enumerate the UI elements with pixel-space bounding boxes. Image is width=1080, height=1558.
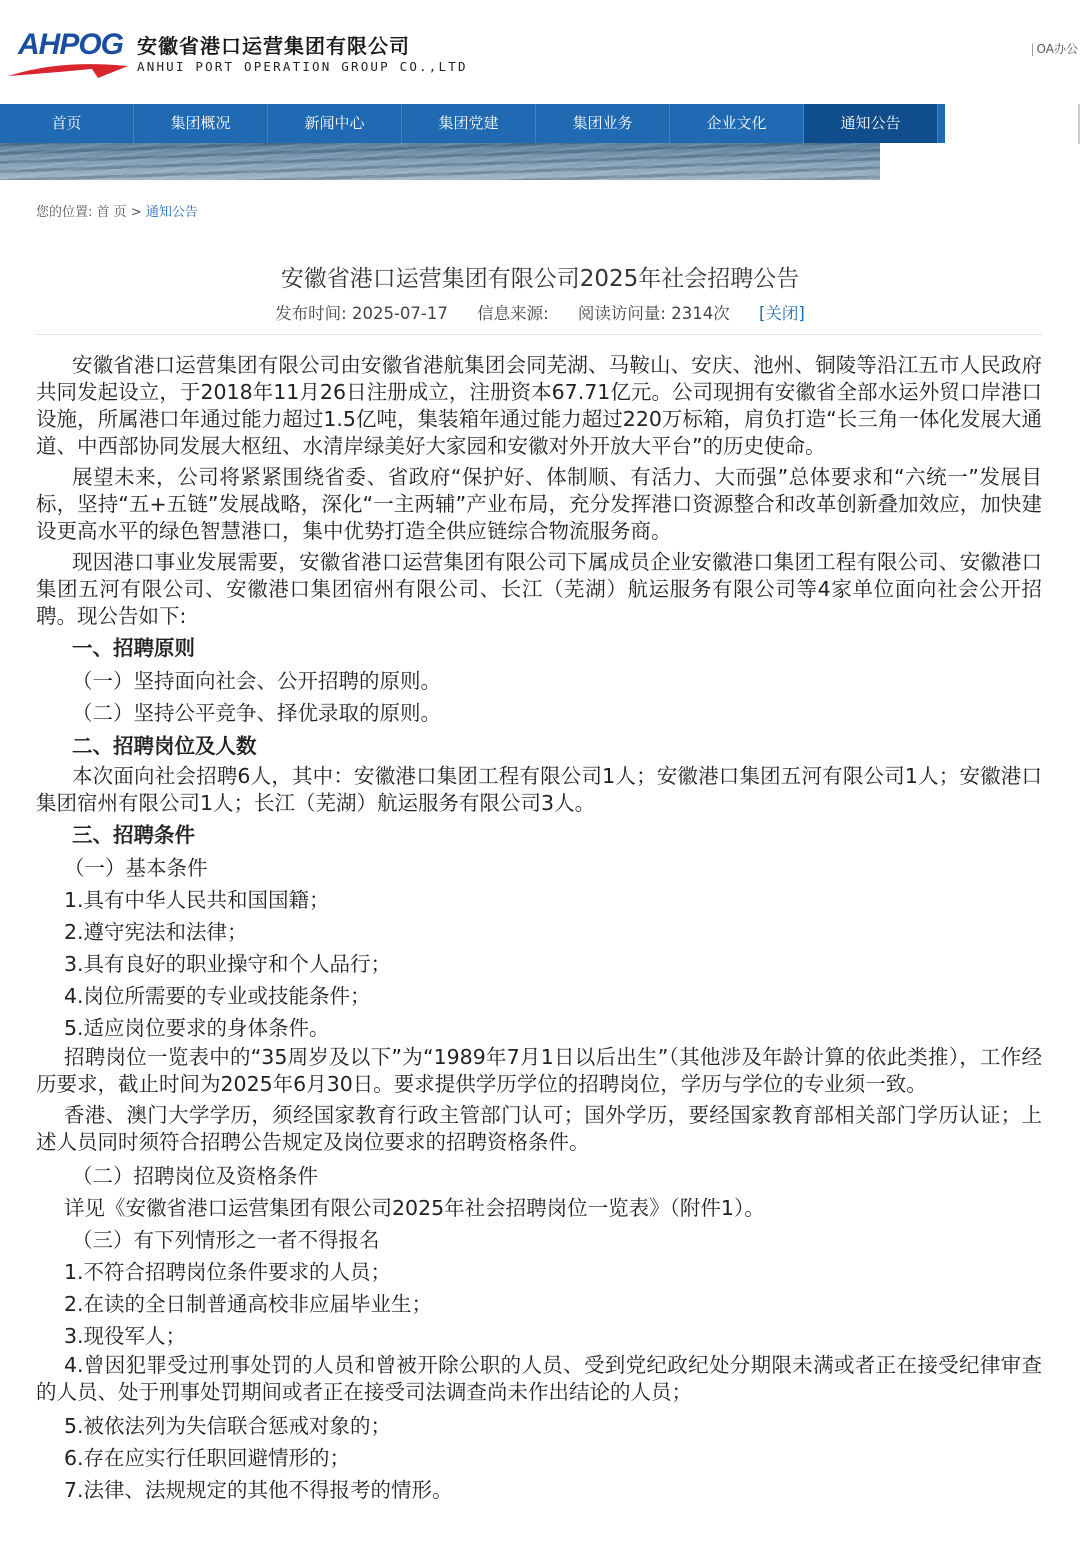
exclusion-item: 5.被依法列为失信联合惩戒对象的； <box>64 1414 392 1438</box>
subsection-heading: （一）基本条件 <box>64 856 208 880</box>
water-banner-image <box>0 143 880 180</box>
exclusion-item: 2.在读的全日制普通高校非应届毕业生； <box>64 1292 433 1316</box>
oa-office-link[interactable] <box>1031 40 1079 57</box>
breadcrumb-separator: > <box>130 205 142 220</box>
exclusion-item: 3.现役军人； <box>64 1324 187 1348</box>
view-count: 阅读访问量: 2314次 <box>577 304 730 323</box>
company-name-en: ANHUI PORT OPERATION GROUP CO.,LTD <box>137 59 468 74</box>
article-meta <box>0 300 1080 324</box>
nav-item-party-building[interactable]: 集团党建 <box>402 104 536 143</box>
breadcrumb-home-link[interactable]: 首 页 <box>96 205 127 220</box>
article-title: 安徽省港口运营集团有限公司2025年社会招聘公告 <box>280 266 800 292</box>
subsection-heading: （三）有下列情形之一者不得报名 <box>72 1228 380 1252</box>
paragraph-announcement: 现因港口事业发展需要，安徽省港口运营集团有限公司下属成员企业安徽港口集团工程有限公司、安徽港口集团五河有限公司、安徽港口集团宿州有限公司、长江（芜湖）航运服务有限公司等4家单位面向社会公开招聘。现公告如下: <box>36 550 1042 628</box>
article-body <box>36 352 1042 1506</box>
site-header <box>0 0 1080 104</box>
exclusion-item: 6.存在应实行任职回避情形的； <box>64 1446 351 1470</box>
condition-item: 1.具有中华人民共和国国籍； <box>64 888 330 912</box>
company-name-cn: 安徽省港口运营集团有限公司 <box>137 34 410 58</box>
nav-item-corporate-culture[interactable]: 企业文化 <box>670 104 804 143</box>
nav-item-home[interactable]: 首页 <box>0 104 134 143</box>
oa-label: OA办公 <box>1036 42 1078 56</box>
exclusion-item: 1.不符合招聘岗位条件要求的人员； <box>64 1260 392 1284</box>
exclusion-item: 7.法律、法规规定的其他不得报考的情形。 <box>64 1478 453 1502</box>
title-divider <box>36 334 1042 335</box>
exclusion-item: 4.曾因犯罪受过刑事处罚的人员和曾被开除公职的人员、受到党纪政纪处分期限未满或者正在接受纪律审查的人员、处于刑事处罚期间或者正在接受司法调查尚未作出结论的人员； <box>36 1353 1042 1404</box>
paragraph-age-rule: 招聘岗位一览表中的“35周岁及以下”为“1989年7月1日以后出生”（其他涉及年龄计算的依此类推），工作经历要求，截止时间为2025年6月30日。要求提供学历学位的招聘岗位，学历与学位的专业须一致。 <box>36 1045 1042 1096</box>
main-nav <box>0 104 945 143</box>
nav-item-news-center[interactable]: 新闻中心 <box>268 104 402 143</box>
breadcrumb-prefix: 您的位置: <box>36 205 93 220</box>
principle-item: （二）坚持公平竞争、择优录取的原则。 <box>72 701 441 725</box>
condition-item: 5.适应岗位要求的身体条件。 <box>64 1016 330 1040</box>
breadcrumb <box>36 201 198 220</box>
section-heading-positions: 二、招聘岗位及人数 <box>72 734 257 758</box>
breadcrumb-current-link[interactable]: 通知公告 <box>145 205 198 220</box>
section-heading-conditions: 三、招聘条件 <box>72 823 195 847</box>
subsection-heading: （二）招聘岗位及资格条件 <box>72 1164 318 1188</box>
publish-time: 发布时间: 2025-07-17 <box>275 304 448 323</box>
paragraph-outlook: 展望未来，公司将紧紧围绕省委、省政府“保护好、体制顺、有活力、大而强”总体要求和“六统一”发展目标，坚持“五+五链”发展战略，深化“一主两辅”产业布局，充分发挥港口资源整合和改革创新叠加效应，加快建设更高水平的绿色智慧港口，集中优势打造全供应链综合物流服务商。 <box>36 465 1042 543</box>
close-button[interactable]: [关闭] <box>758 304 805 323</box>
nav-item-group-overview[interactable]: 集团概况 <box>134 104 268 143</box>
nav-item-notices[interactable]: 通知公告 <box>804 104 938 143</box>
nav-item-group-business[interactable]: 集团业务 <box>536 104 670 143</box>
condition-item: 2.遵守宪法和法律； <box>64 920 248 944</box>
condition-item: 4.岗位所需要的专业或技能条件； <box>64 984 371 1008</box>
paragraph-intro: 安徽省港口运营集团有限公司由安徽省港航集团会同芜湖、马鞍山、安庆、池州、铜陵等沿江五市人民政府共同发起设立，于2018年11月26日注册成立，注册资本67.71亿元。公司现拥有安徽省全部水运外贸口岸港口设施，所属港口年通过能力超过1.5亿吨，集装箱年通过能力超过220万标箱，肩负打造“长三角一体化发展大通道、中西部协同发展大枢纽、水清岸绿美好大家园和安徽对外开放大平台”的历史使命。 <box>36 353 1042 458</box>
paragraph-attachment: 详见《安徽省港口运营集团有限公司2025年社会招聘岗位一览表》（附件1）。 <box>64 1196 765 1220</box>
condition-item: 3.具有良好的职业操守和个人品行； <box>64 952 392 976</box>
company-logo[interactable] <box>6 24 130 80</box>
section-heading-principles: 一、招聘原则 <box>72 636 195 660</box>
logo-swoosh-icon <box>6 58 130 80</box>
logo-wordmark: AHPOG <box>18 28 124 61</box>
info-source: 信息来源: <box>477 304 549 323</box>
paragraph-degree-rule: 香港、澳门大学学历，须经国家教育行政主管部门认可；国外学历，要经国家教育部相关部门学历认证；上述人员同时须符合招聘公告规定及岗位要求的招聘资格条件。 <box>36 1103 1042 1154</box>
principle-item: （一）坚持面向社会、公开招聘的原则。 <box>72 669 441 693</box>
paragraph-positions: 本次面向社会招聘6人，其中：安徽港口集团工程有限公司1人；安徽港口集团五河有限公司1人；安徽港口集团宿州有限公司1人；长江（芜湖）航运服务有限公司3人。 <box>36 764 1042 815</box>
separator: | <box>1030 42 1035 56</box>
